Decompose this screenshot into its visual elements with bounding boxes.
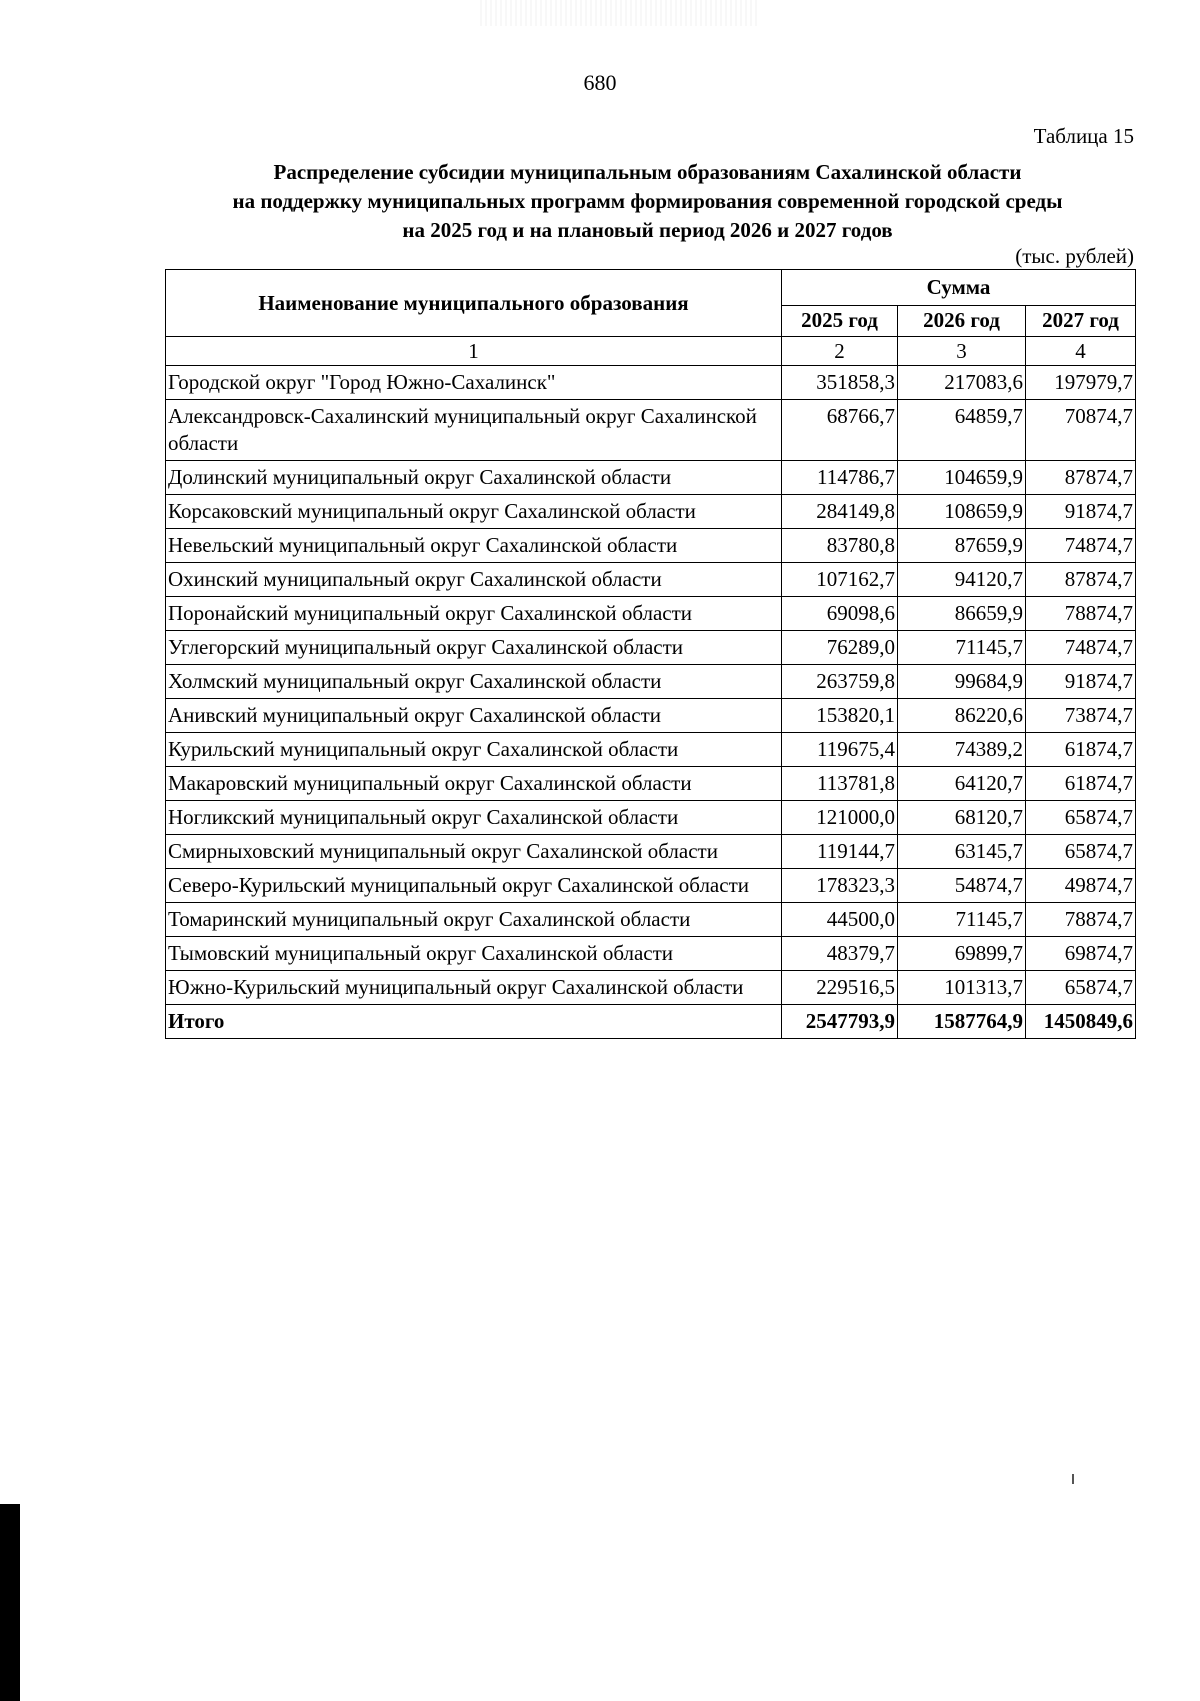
amount-2026: 71145,7 [898,631,1026,665]
amount-2026: 74389,2 [898,733,1026,767]
document-title [150,158,1145,245]
amount-2027: 74874,7 [1026,631,1136,665]
amount-2027: 61874,7 [1026,767,1136,801]
table-row [166,529,1136,563]
total-row [166,1005,1136,1039]
amount-2025: 48379,7 [782,937,898,971]
municipality-name: Корсаковский муниципальный округ Сахалинской области [166,495,782,529]
amount-2027: 65874,7 [1026,971,1136,1005]
amount-2027: 65874,7 [1026,801,1136,835]
amount-2026: 108659,9 [898,495,1026,529]
amount-2025: 83780,8 [782,529,898,563]
amount-2026: 64120,7 [898,767,1026,801]
header-year-2027: 2027 год [1026,305,1136,336]
column-number: 1 [166,337,782,366]
table-row [166,903,1136,937]
municipality-name: Макаровский муниципальный округ Сахалинской области [166,767,782,801]
table-row [166,366,1136,400]
amount-2025: 351858,3 [782,366,898,400]
amount-2025: 178323,3 [782,869,898,903]
amount-2027: 69874,7 [1026,937,1136,971]
amount-2025: 119675,4 [782,733,898,767]
amount-2026: 99684,9 [898,665,1026,699]
amount-2027: 78874,7 [1026,597,1136,631]
municipality-name: Ногликский муниципальный округ Сахалинской области [166,801,782,835]
subsidy-table [165,269,1136,1039]
table-row [166,631,1136,665]
scan-edge-bar [0,1504,20,1701]
table-row [166,400,1136,461]
header-year-2026: 2026 год [898,305,1026,336]
column-number: 3 [898,337,1026,366]
amount-2027: 87874,7 [1026,563,1136,597]
municipality-name: Александровск-Сахалинский муниципальный округ Сахалинской области [166,400,782,461]
total-2026: 1587764,9 [898,1005,1026,1039]
title-line: Распределение субсидии муниципальным образованиям Сахалинской области [273,160,1022,184]
amount-2025: 76289,0 [782,631,898,665]
amount-2026: 101313,7 [898,971,1026,1005]
amount-2027: 87874,7 [1026,461,1136,495]
title-line: на 2025 год и на плановый период 2026 и 2027 годов [402,218,893,242]
column-number-row [166,337,1136,366]
table-label: Таблица 15 [1033,124,1134,148]
municipality-name: Южно-Курильский муниципальный округ Сахалинской области [166,971,782,1005]
amount-2025: 153820,1 [782,699,898,733]
scan-noise [480,0,760,26]
header-name: Наименование муниципального образования [166,270,782,337]
amount-2027: 91874,7 [1026,495,1136,529]
table-row [166,665,1136,699]
municipality-name: Охинский муниципальный округ Сахалинской области [166,563,782,597]
amount-2026: 217083,6 [898,366,1026,400]
amount-2025: 68766,7 [782,400,898,461]
table-row [166,733,1136,767]
amount-2026: 69899,7 [898,937,1026,971]
table-row [166,563,1136,597]
table-row [166,801,1136,835]
amount-2025: 229516,5 [782,971,898,1005]
amount-2026: 54874,7 [898,869,1026,903]
municipality-name: Анивский муниципальный округ Сахалинской области [166,699,782,733]
municipality-name: Городской округ "Город Южно-Сахалинск" [166,366,782,400]
title-line: на поддержку муниципальных программ формирования современной городской среды [232,189,1063,213]
column-number: 2 [782,337,898,366]
table-row [166,971,1136,1005]
page-number: 680 [583,70,617,95]
amount-2026: 87659,9 [898,529,1026,563]
total-2025: 2547793,9 [782,1005,898,1039]
table-row [166,835,1136,869]
municipality-name: Смирныховский муниципальный округ Сахалинской области [166,835,782,869]
municipality-name: Холмский муниципальный округ Сахалинской области [166,665,782,699]
amount-2026: 86220,6 [898,699,1026,733]
amount-2027: 49874,7 [1026,869,1136,903]
amount-2027: 70874,7 [1026,400,1136,461]
amount-2027: 91874,7 [1026,665,1136,699]
municipality-name: Тымовский муниципальный округ Сахалинской области [166,937,782,971]
municipality-name: Долинский муниципальный округ Сахалинской области [166,461,782,495]
table-row [166,869,1136,903]
table-row [166,699,1136,733]
municipality-name: Поронайский муниципальный округ Сахалинской области [166,597,782,631]
municipality-name: Томаринский муниципальный округ Сахалинской области [166,903,782,937]
amount-2025: 113781,8 [782,767,898,801]
header-sum: Сумма [782,270,1136,306]
column-number: 4 [1026,337,1136,366]
amount-2027: 65874,7 [1026,835,1136,869]
amount-2027: 73874,7 [1026,699,1136,733]
table-row [166,767,1136,801]
amount-2026: 68120,7 [898,801,1026,835]
municipality-name: Углегорский муниципальный округ Сахалинской области [166,631,782,665]
amount-2026: 63145,7 [898,835,1026,869]
amount-2026: 86659,9 [898,597,1026,631]
margin-mark [1072,1474,1074,1484]
amount-2026: 71145,7 [898,903,1026,937]
amount-2027: 197979,7 [1026,366,1136,400]
header-year-2025: 2025 год [782,305,898,336]
amount-2025: 263759,8 [782,665,898,699]
amount-2026: 64859,7 [898,400,1026,461]
amount-2025: 119144,7 [782,835,898,869]
amount-2026: 104659,9 [898,461,1026,495]
amount-2027: 74874,7 [1026,529,1136,563]
municipality-name: Северо-Курильский муниципальный округ Сахалинской области [166,869,782,903]
table-row [166,495,1136,529]
municipality-name: Невельский муниципальный округ Сахалинской области [166,529,782,563]
amount-2026: 94120,7 [898,563,1026,597]
amount-2027: 61874,7 [1026,733,1136,767]
amount-2025: 69098,6 [782,597,898,631]
units-label: (тыс. рублей) [1015,244,1134,268]
municipality-name: Курильский муниципальный округ Сахалинской области [166,733,782,767]
amount-2025: 44500,0 [782,903,898,937]
total-2027: 1450849,6 [1026,1005,1136,1039]
table-row [166,937,1136,971]
amount-2025: 114786,7 [782,461,898,495]
table-row [166,461,1136,495]
total-label: Итого [166,1005,782,1039]
amount-2025: 121000,0 [782,801,898,835]
amount-2025: 107162,7 [782,563,898,597]
amount-2025: 284149,8 [782,495,898,529]
amount-2027: 78874,7 [1026,903,1136,937]
table-row [166,597,1136,631]
